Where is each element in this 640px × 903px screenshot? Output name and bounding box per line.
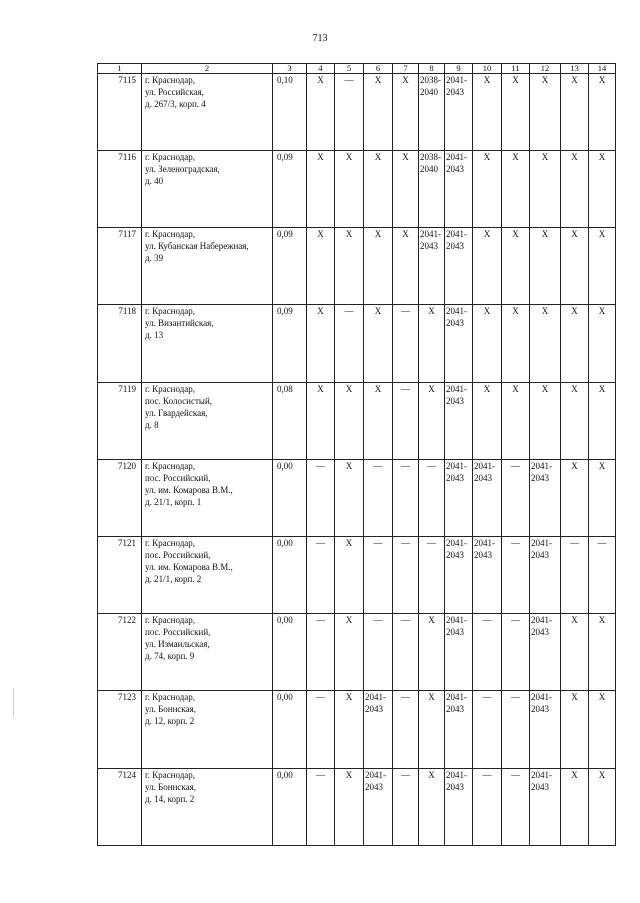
area-cell: 0,00 [273,691,307,769]
schedule-cell-col11: — [502,691,530,769]
area-cell: 0,09 [273,228,307,305]
address-cell: г. Краснодар, пос. Российский, ул. Измаильская, д. 74, корп. 9 [142,614,273,691]
schedule-cell-col10: Х [473,228,502,305]
schedule-cell-col7: Х [393,228,419,305]
schedule-cell-col12: 2041- 2043 [530,537,561,614]
schedule-cell-col10: Х [473,151,502,228]
schedule-cell-col14: Х [589,305,616,383]
area-cell: 0,08 [273,383,307,460]
schedule-cell-col6: Х [364,305,393,383]
schedule-cell-col9: 2041- 2043 [445,691,473,769]
address-cell: г. Краснодар, ул. Боннская, д. 12, корп. 2 [142,691,273,769]
header-cell: 8 [419,64,445,74]
schedule-cell-col9: 2041- 2043 [445,537,473,614]
schedule-cell-col9: 2041- 2043 [445,460,473,537]
schedule-cell-col10: Х [473,305,502,383]
header-cell: 11 [502,64,530,74]
schedule-cell-col12: Х [530,383,561,460]
schedule-cell-col7: Х [393,151,419,228]
schedule-cell-col6: — [364,460,393,537]
table-row [98,74,616,151]
schedule-cell-col10: — [473,691,502,769]
schedule-cell-col5: Х [335,769,364,846]
schedule-cell-col5: Х [335,383,364,460]
row-number-cell: 7123 [98,691,142,769]
schedule-cell-col10: Х [473,383,502,460]
scan-margin-mark [13,688,14,718]
schedule-cell-col4: — [307,769,335,846]
schedule-cell-col6: Х [364,151,393,228]
schedule-cell-col12: Х [530,305,561,383]
row-number-cell: 7116 [98,151,142,228]
row-number-cell: 7119 [98,383,142,460]
schedule-cell-col14: Х [589,383,616,460]
schedule-cell-col8: — [419,460,445,537]
header-cell: 10 [473,64,502,74]
schedule-cell-col8: Х [419,614,445,691]
schedule-cell-col7: — [393,383,419,460]
row-number-cell: 7117 [98,228,142,305]
schedule-cell-col13: Х [561,305,589,383]
schedule-cell-col12: 2041- 2043 [530,614,561,691]
schedule-cell-col6: 2041- 2043 [364,769,393,846]
row-number-cell: 7120 [98,460,142,537]
row-number-cell: 7115 [98,74,142,151]
schedule-cell-col5: — [335,74,364,151]
schedule-cell-col10: 2041- 2043 [473,537,502,614]
schedule-cell-col8: 2041- 2043 [419,228,445,305]
schedule-cell-col14: — [589,537,616,614]
schedule-cell-col11: — [502,460,530,537]
schedule-cell-col7: — [393,614,419,691]
schedule-cell-col10: Х [473,74,502,151]
schedule-cell-col5: — [335,305,364,383]
schedule-cell-col12: 2041- 2043 [530,691,561,769]
schedule-cell-col9: 2041- 2043 [445,74,473,151]
schedule-cell-col8: 2038- 2040 [419,151,445,228]
schedule-cell-col4: — [307,614,335,691]
schedule-cell-col12: Х [530,74,561,151]
row-number-cell: 7122 [98,614,142,691]
table-row [98,460,616,537]
schedule-cell-col6: 2041- 2043 [364,691,393,769]
schedule-cell-col10: — [473,614,502,691]
schedule-cell-col6: — [364,537,393,614]
schedule-cell-col9: 2041- 2043 [445,305,473,383]
schedule-cell-col11: — [502,614,530,691]
area-cell: 0,09 [273,305,307,383]
schedule-cell-col14: Х [589,769,616,846]
schedule-cell-col9: 2041- 2043 [445,614,473,691]
address-cell: г. Краснодар, ул. Российская, д. 267/3, корп. 4 [142,74,273,151]
schedule-cell-col13: — [561,537,589,614]
schedule-cell-col14: Х [589,74,616,151]
schedule-cell-col14: Х [589,151,616,228]
schedule-cell-col12: 2041- 2043 [530,460,561,537]
schedule-cell-col5: Х [335,228,364,305]
table-row [98,614,616,691]
schedule-cell-col11: — [502,537,530,614]
address-cell: г. Краснодар, ул. Зеленоградская, д. 40 [142,151,273,228]
schedule-cell-col7: — [393,769,419,846]
schedule-cell-col9: 2041- 2043 [445,228,473,305]
schedule-cell-col11: Х [502,74,530,151]
schedule-cell-col6: Х [364,74,393,151]
schedule-cell-col11: Х [502,151,530,228]
area-cell: 0,00 [273,460,307,537]
header-cell: 5 [335,64,364,74]
table-row [98,537,616,614]
schedule-cell-col14: Х [589,460,616,537]
row-number-cell: 7124 [98,769,142,846]
schedule-cell-col12: Х [530,151,561,228]
schedule-cell-col11: Х [502,228,530,305]
schedule-cell-col13: Х [561,769,589,846]
schedule-cell-col10: 2041- 2043 [473,460,502,537]
area-cell: 0,00 [273,537,307,614]
schedule-cell-col12: Х [530,228,561,305]
schedule-cell-col7: — [393,305,419,383]
schedule-cell-col9: 2041- 2043 [445,151,473,228]
schedule-cell-col8: — [419,537,445,614]
header-cell: 12 [530,64,561,74]
schedule-cell-col11: Х [502,383,530,460]
schedule-cell-col9: 2041- 2043 [445,769,473,846]
schedule-cell-col4: Х [307,228,335,305]
schedule-cell-col8: Х [419,305,445,383]
schedule-cell-col14: Х [589,614,616,691]
schedule-cell-col14: Х [589,228,616,305]
schedule-cell-col4: Х [307,151,335,228]
schedule-cell-col4: Х [307,305,335,383]
schedule-cell-col12: 2041- 2043 [530,769,561,846]
schedule-cell-col7: — [393,460,419,537]
schedule-cell-col4: — [307,537,335,614]
area-cell: 0,10 [273,74,307,151]
header-cell: 13 [561,64,589,74]
schedule-cell-col13: Х [561,228,589,305]
schedule-cell-col5: Х [335,537,364,614]
table-row [98,151,616,228]
schedule-cell-col8: Х [419,691,445,769]
schedule-cell-col13: Х [561,460,589,537]
header-cell: 3 [273,64,307,74]
area-cell: 0,00 [273,769,307,846]
schedule-cell-col13: Х [561,383,589,460]
schedule-cell-col4: Х [307,383,335,460]
schedule-cell-col8: Х [419,769,445,846]
header-cell: 4 [307,64,335,74]
row-number-cell: 7118 [98,305,142,383]
schedule-cell-col13: Х [561,691,589,769]
header-cell: 9 [445,64,473,74]
header-cell: 7 [393,64,419,74]
schedule-cell-col13: Х [561,74,589,151]
schedule-cell-col5: Х [335,614,364,691]
table-row [98,383,616,460]
schedule-cell-col5: Х [335,691,364,769]
header-cell: 14 [589,64,616,74]
schedule-cell-col5: Х [335,151,364,228]
area-cell: 0,00 [273,614,307,691]
row-number-cell: 7121 [98,537,142,614]
address-cell: г. Краснодар, ул. Боннская, д. 14, корп. 2 [142,769,273,846]
schedule-cell-col6: — [364,614,393,691]
table-row [98,228,616,305]
header-cell: 2 [142,64,273,74]
address-cell: г. Краснодар, ул. Кубанская Набережная, д. 39 [142,228,273,305]
schedule-cell-col8: 2038- 2040 [419,74,445,151]
repair-schedule-table [97,63,616,846]
schedule-cell-col4: — [307,691,335,769]
header-cell: 6 [364,64,393,74]
address-cell: г. Краснодар, пос. Российский, ул. им. Комарова В.М., д. 21/1, корп. 2 [142,537,273,614]
schedule-cell-col6: Х [364,383,393,460]
schedule-cell-col11: — [502,769,530,846]
header-row [98,64,616,74]
schedule-cell-col11: Х [502,305,530,383]
table-row [98,305,616,383]
schedule-cell-col7: — [393,537,419,614]
schedule-cell-col5: Х [335,460,364,537]
address-cell: г. Краснодар, ул. Византийская, д. 13 [142,305,273,383]
area-cell: 0,09 [273,151,307,228]
table-row [98,769,616,846]
table-row [98,691,616,769]
address-cell: г. Краснодар, пос. Российский, ул. им. Комарова В.М., д. 21/1, корп. 1 [142,460,273,537]
schedule-cell-col10: — [473,769,502,846]
schedule-cell-col4: Х [307,74,335,151]
schedule-cell-col7: Х [393,74,419,151]
schedule-cell-col13: Х [561,151,589,228]
schedule-cell-col8: Х [419,383,445,460]
schedule-cell-col14: Х [589,691,616,769]
schedule-cell-col4: — [307,460,335,537]
schedule-cell-col6: Х [364,228,393,305]
page-number: 713 [312,33,328,44]
schedule-cell-col9: 2041- 2043 [445,383,473,460]
schedule-cell-col7: — [393,691,419,769]
header-cell: 1 [98,64,142,74]
schedule-cell-col13: Х [561,614,589,691]
address-cell: г. Краснодар, пос. Колосистый, ул. Гвардейская, д. 8 [142,383,273,460]
